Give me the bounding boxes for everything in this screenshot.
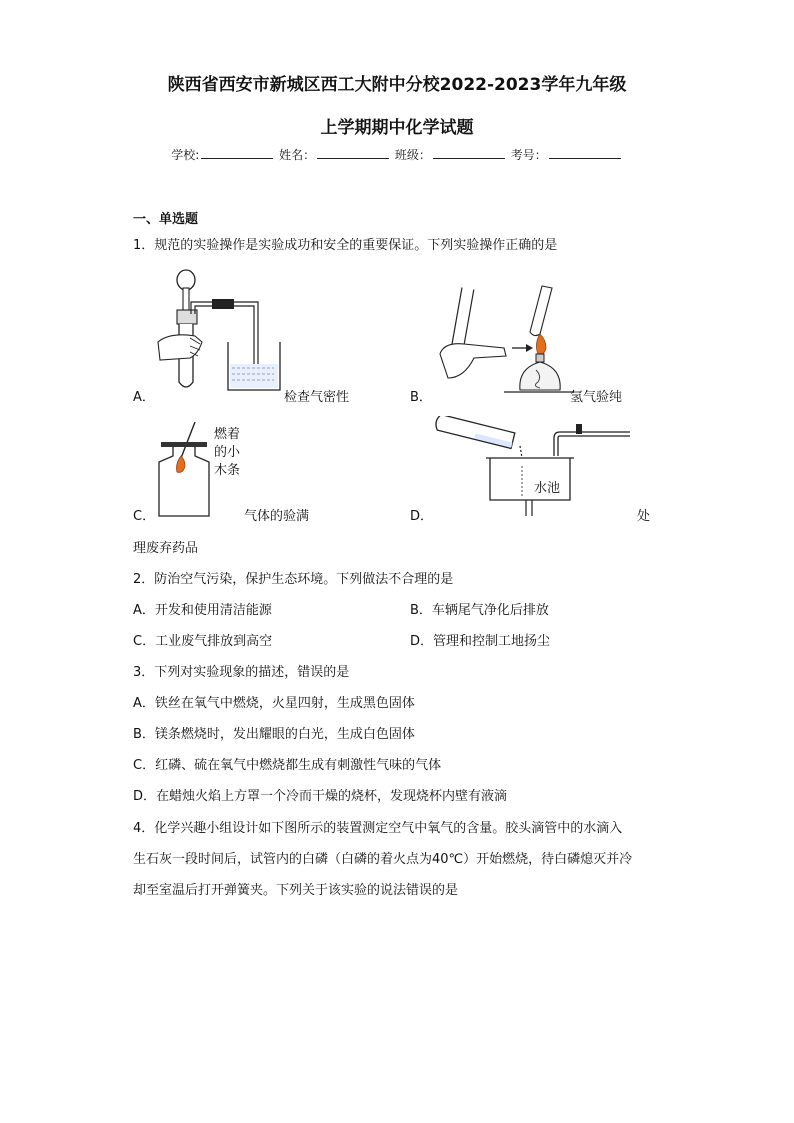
q1-option-d-caption-1: 处 — [637, 509, 651, 524]
q2-option-a[interactable]: A．开发和使用清洁能源 — [133, 603, 272, 618]
q1-option-b-letter[interactable]: B． — [410, 390, 432, 405]
splint-label-line-2: 的小 — [214, 445, 241, 460]
q3-option-c[interactable]: C．红磷、硫在氧气中燃烧都生成有刺激性气味的气体 — [133, 758, 442, 773]
q3-option-b[interactable]: B．镁条燃烧时，发出耀眼的白光，生成白色固体 — [133, 727, 415, 742]
hydrogen-purity-test-figure — [434, 282, 574, 400]
gas-full-check-figure — [155, 418, 215, 520]
q1-option-b-caption: 氢气验纯 — [570, 390, 623, 405]
splint-label-line-3: 木条 — [214, 463, 241, 478]
q2-option-c[interactable]: C．工业废气排放到高空 — [133, 634, 273, 649]
q3-option-a[interactable]: A．铁丝在氧气中燃烧，火星四射，生成黑色固体 — [133, 696, 415, 711]
airtightness-check-figure — [150, 262, 290, 397]
section-heading: 一、单选题 — [133, 212, 199, 227]
q2-option-b[interactable]: B．车辆尾气净化后排放 — [410, 603, 549, 618]
q1-option-a-letter[interactable]: A． — [133, 390, 155, 405]
class-blank[interactable] — [433, 146, 505, 159]
name-label: 姓名： — [279, 148, 316, 162]
q3-stem: 3．下列对实验现象的描述，错误的是 — [133, 665, 350, 680]
q1-stem: 1．规范的实验操作是实验成功和安全的重要保证。下列实验操作正确的是 — [133, 238, 558, 253]
exam-no-label: 考号： — [510, 148, 547, 162]
page-title-line-2: 上学期期中化学试题 — [320, 118, 474, 138]
q2-stem: 2．防治空气污染，保护生态环境。下列做法不合理的是 — [133, 572, 454, 587]
school-label: 学校: — [171, 148, 200, 162]
q1-option-d-letter[interactable]: D． — [410, 509, 434, 524]
student-info-line — [0, 146, 794, 163]
q1-option-a-caption: 检查气密性 — [284, 390, 350, 405]
q1-option-c-letter[interactable]: C． — [133, 509, 156, 524]
exam-no-blank[interactable] — [549, 146, 621, 159]
q4-stem-line-2: 生石灰一段时间后，试管内的白磷（白磷的着火点为40℃）开始燃烧，待白磷熄灭并冷 — [133, 852, 633, 867]
waste-disposal-figure — [432, 416, 632, 520]
class-label: 班级： — [394, 148, 431, 162]
page-title-line-1: 陕西省西安市新城区西工大附中分校2022-2023学年九年级 — [167, 75, 627, 95]
q1-option-c-caption: 气体的验满 — [244, 509, 310, 524]
school-blank[interactable] — [201, 146, 273, 159]
q1-option-d-caption-2: 理废弃药品 — [133, 541, 199, 556]
name-blank[interactable] — [317, 146, 389, 159]
q4-stem-line-3: 却至室温后打开弹簧夹。下列关于该实验的说法错误的是 — [133, 883, 459, 898]
sink-label: 水池 — [534, 481, 561, 496]
q2-option-d[interactable]: D．管理和控制工地扬尘 — [410, 634, 551, 649]
q4-stem-line-1: 4．化学兴趣小组设计如下图所示的装置测定空气中氧气的含量。胶头滴管中的水滴入 — [133, 821, 623, 836]
q3-option-d[interactable]: D．在蜡烛火焰上方罩一个冷而干燥的烧杯，发现烧杯内壁有液滴 — [133, 789, 508, 804]
splint-label-line-1: 燃着 — [214, 427, 241, 442]
